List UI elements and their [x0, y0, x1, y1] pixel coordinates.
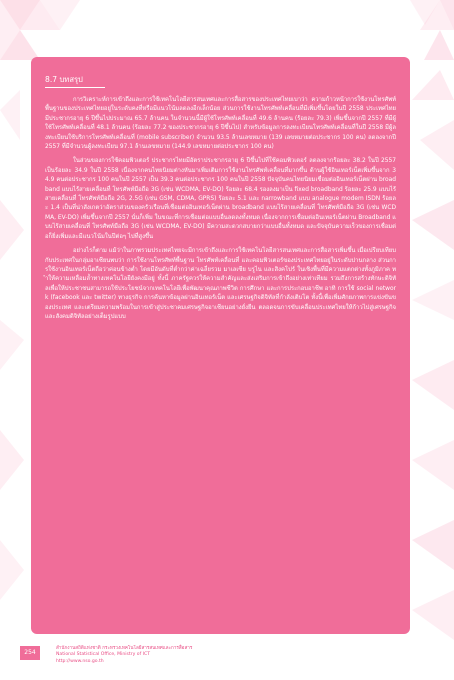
paragraph-2: ในส่วนของการใช้คอมพิวเตอร์ ประชากรไทยมีอัตราประชากรอายุ 6 ปีขึ้นไปที่ใช้คอมพิวเตอร์ ลดลงจากร้อยละ 38.2 ในปี 2557 เป็นร้อยละ 34.9 ในปี 2558 เนื่องจากคนไทยนิยมต่างหันมาเพิ่มเติมการใช้งานโทรศัพท์เคลื่อนที่มากขึ้น ด้านผู้ใช้อินเทอร์เน็ตเพิ่มขึ้นจาก 34.9 คนต่อประชากร 100 คนในปี 2557 เป็น 39.3 คนต่อประชากร 100 คนในปี 2558 ปัจจุบันคนไทยนิยมเชื่อมต่ออินเทอร์เน็ตผ่าน broadband แบบไร้สายเคลื่อนที่ โทรศัพท์มือถือ 3G (เช่น WCDMA, EV-DO) ร้อยละ 68.4 รองลงมาเป็น fixed broadband ร้อยละ 25.9 แบบไร้สายเคลื่อนที่ โทรศัพท์มือถือ 2G, 2.5G (เช่น GSM, CDMA, GPRS) ร้อยละ 5.1 และ narrowband แบบ analogue modem ISDN ร้อยละ 1.4 เป็นที่น่าสังเกตว่าอัตราส่วนของครัวเรือนที่เชื่อมต่ออินเทอร์เน็ตผ่าน broadband แบบไร้สายเคลื่อนที่ โทรศัพท์มือถือ 3G (เช่น WCDMA, EV-DO) เพิ่มขึ้นจากปี 2557 นั่นก็เพิ่ม ในขณะที่การเชื่อมต่อแบบอื่นลดลงทั้งหมด เนื่องจากการเชื่อมต่ออินเทอร์เน็ตผ่าน Broadband แบบไร้สายเคลื่อนที่ โทรศัพท์มือถือ 3G (เช่น WCDMA, EV-DO) มีความสะดวกสบายกว่าแบบอื่นทั้งหมด และปัจจุบันความเร็วของการเชื่อมต่อก็ยิ่งเพิ่มและมีแนวโน้มในปีต่อๆ ไปที่สูงขึ้น	[45, 158, 396, 240]
footer	[56, 646, 192, 665]
paragraph-3: อย่างไรก็ตาม แม้ว่าในภาพรวมประเทศไทยจะมีการเข้าถึงและการใช้เทคโนโลยีสารสนเทศและการสื่อสารเพิ่มขึ้น เมื่อเปรียบเทียบกับประเทศในกลุ่มอาเซียนพบว่า การใช้งานโทรศัพท์พื้นฐาน โทรศัพท์เคลื่อนที่ และคอมพิวเตอร์ของประเทศไทยอยู่ในระดับปานกลาง ส่วนการใช้งานอินเทอร์เน็ตถือว่าค่อนข้างต่ำ โดยมีอันดับที่ต่ำกว่าค่าเฉลี่ยรวม มาเลเซีย บรูไน และสิงคโปร์ ในเชิงพื้นที่มีความแตกต่างทั้งภูมิภาค ทำให้ความเหลื่อมล้ำทางเทคโนโลยียังคงมีอยู่ ทั้งนี้ ภาครัฐควรให้ความสำคัญและส่งเสริมการเข้าถึงอย่างเท่าเทียม รวมถึงการสร้างทักษะดิจิทัลเพื่อให้ประชาชนสามารถใช้ประโยชน์จากเทคโนโลยีเพื่อพัฒนาคุณภาพชีวิต การศึกษา และการประกอบอาชีพ อาทิ การใช้ social network (facebook และ twitter) ทางธุรกิจ การค้นหาข้อมูลผ่านอินเทอร์เน็ต และเศรษฐกิจดิจิทัลที่กำลังเติบโต ทั้งนี้เพื่อเพิ่มศักยภาพการแข่งขันของประเทศ และเตรียมความพร้อมในการเข้าสู่ประชาคมเศรษฐกิจอาเซียนอย่างยั่งยืน ตลอดจนการขับเคลื่อนประเทศไทยให้ก้าวไปสู่เศรษฐกิจและสังคมดิจิทัลอย่างเต็มรูปแบบ	[45, 248, 396, 320]
footer-org-thai: สำนักงานสถิติแห่งชาติ กระทรวงเทคโนโลยีสารสนเทศและการสื่อสาร	[56, 646, 193, 651]
footer-url-link[interactable]: http://www.nso.go.th	[56, 658, 104, 664]
footer-org-english: National Statistical Office, Ministry of ICT	[56, 652, 151, 658]
page-number: 254	[20, 646, 40, 660]
paragraph-1: การวิเคราะห์การเข้าถึงและการใช้เทคโนโลยีสารสนเทศและการสื่อสารของประเทศไทยเบาว่า ความก้าวหน้าการใช้งานโทรศัพท์พื้นฐานของประเทศไทยอยู่ในระดับคงที่หรือมีแนวโน้มลดลงอีกเล็กน้อย ส่วนการใช้งานโทรศัพท์เคลื่อนที่มีเพิ่มขึ้นโดยในปี 2558 ประเทศไทยมีประชากรอายุ 6 ปีขึ้นไปประมาณ 65.7 ล้านคน ในจำนวนนี้มีผู้ใช้โทรศัพท์เคลื่อนที่ 49.6 ล้านคน (ร้อยละ 79.3) เพิ่มขึ้นจากปี 2557 ที่มีผู้ใช้โทรศัพท์เคลื่อนที่ 48.1 ล้านคน (ร้อยละ 77.2 ของประชากรอายุ 6 ปีขึ้นไป) สำหรับข้อมูลการลงทะเบียนโทรศัพท์เคลื่อนที่ในปี 2558 มีผู้ลงทะเบียนใช้บริการโทรศัพท์เคลื่อนที่ (mobile subscriber) จำนวน 93.5 ล้านเลขหมาย (139 เลขหมายต่อประชากร 100 คน) ลดลงจากปี 2557 ที่มีจำนวนผู้ลงทะเบียน 97.1 ล้านเลขหมาย (144.9 เลขหมายต่อประชากร 100 คน)	[45, 97, 396, 151]
summary-panel	[31, 57, 410, 634]
section-title: 8.7 บทสรุป	[45, 75, 105, 88]
